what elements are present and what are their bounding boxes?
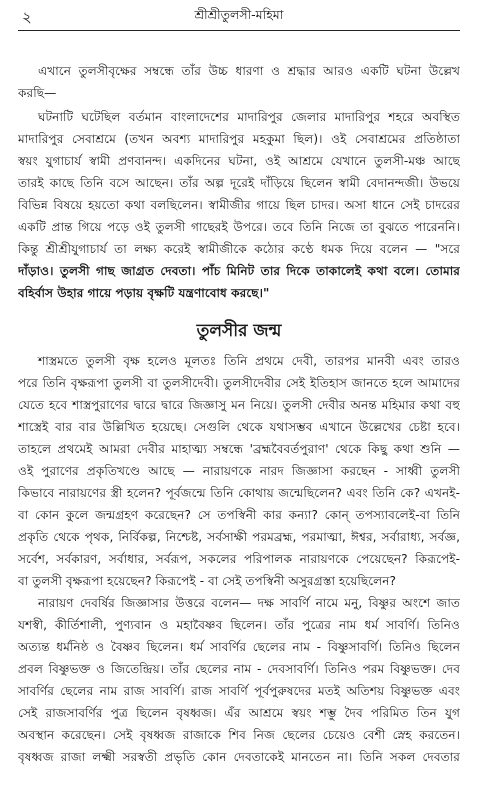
birth-paragraph-2 [18, 592, 460, 768]
header-rule [18, 30, 460, 31]
text-line: বা কোন কুলে জন্মগ্রহণ করেছেন? সে তপস্বিনী কার কন্যা? কোন্ তপস্যাবলেই-বা তিনি [18, 508, 460, 522]
text-line: অত্যন্ত ধর্মনিষ্ঠ ও বৈষ্ণব ছিলেন। ধর্ম সাবর্ণির ছেলের নাম - বিষ্ণুসাবর্ণি। তিনিও ছিলেন [18, 640, 460, 654]
text-line: মাদারিপুর সেবাশ্রমে (তখন অবশ্য মাদারিপুর মহকুমা ছিল)। ওই সেবাশ্রমের প্রতিষ্ঠাতা [18, 132, 460, 146]
text-line: ওই পুরাণের প্রকৃতিখণ্ডে আছে — নারায়ণকে নারদ জিজ্ঞাসা করছেন - সাধ্বী তুলসী [18, 464, 460, 478]
text-line: শাস্ত্রমতে তুলসী বৃক্ষ হলেও মূলতঃ তিনি প্রথমে দেবী, তারপর মানবী এবং তারও [38, 354, 460, 368]
text-line: একটি প্রান্ত গিয়ে পড়ে ওই তুলসী গাছেরই উপরে। তবে তিনি নিজে তা বুঝতে পারেননি। [18, 220, 460, 234]
text-line: বা তুলসী বৃক্ষরূপা হয়েছেন? কিরূপেই - বা সেই তপস্বিনী অসুরগ্রস্তা হয়েছিলেন? [18, 574, 397, 588]
text-line: প্রকৃতি থেকে পৃথক, নির্বিকল্প, নিশ্চেষ্ট, সর্বসাক্ষী পরমব্রহ্ম, পরমাত্মা, ঈশ্বর, সর্বারাধ্য, সর্বজ্ঞ, [18, 530, 460, 544]
intro-paragraph [18, 60, 460, 104]
text-line: বৃষধ্বজ রাজা লক্ষ্মী সরস্বতী প্রভৃতি কোন দেবতাকেই মানতেন না। তিনি সকল দেবতার [18, 750, 460, 764]
page-header [18, 6, 460, 28]
section-heading: তুলসীর জন্ম [196, 321, 282, 341]
birth-paragraph-1 [18, 350, 460, 592]
text-line: কিন্তু শ্রীশ্রীযুগাচার্য তা লক্ষ্য করেই স্বামীজীকে কঠোর কণ্ঠে ধমক দিয়ে বলেন — "সরে [18, 242, 460, 256]
running-title: শ্রীশ্রীতুলসী-মহিমা [194, 7, 284, 22]
text-line: তাহলে প্রথমেই আমরা দেবীর মাহাত্ম্য সম্বন্ধে 'ব্রহ্মবৈবর্তপুরাণ' থেকে কিছু কথা শুনি — [18, 442, 460, 456]
text-line: সেই রাজসাবর্ণির পুত্র ছিলেন বৃষধ্বজ। এঁর আশ্রমে স্বয়ং শম্ভু দৈব পরিমিত তিন যুগ [18, 706, 460, 720]
text-line: সর্বেশ, সর্বকারণ, সর্বাধার, সর্বরূপ, সকলের পরিপালক নারায়ণকে পেয়েছেন? কিরূপেই- [18, 552, 460, 566]
text-line: বিভিন্ন বিষয়ে হয়তো কথা বলছিলেন। স্বামীজীর গায়ে ছিল চাদর। অসা ধানে সেই চাদরের [18, 198, 460, 212]
text-line: শাস্ত্রেই বার বার উল্লিখিত হয়েছে। সেগুলি থেকে যথাসম্ভব এখানে উল্লেখের চেষ্টা হবে। [18, 420, 460, 434]
text-line: স্বয়ং যুগাচার্য স্বামী প্রণবানন্দ। একদিনের ঘটনা, ওই আশ্রমে যেখানে তুলসী-মঞ্চ আছে [18, 154, 460, 168]
page-number: ২ [22, 8, 32, 26]
text-line: অবস্থান করেছেন। সেই বৃষধ্বজ রাজাকে শিব নিজ ছেলের চেয়েও বেশী স্নেহ করতেন। [18, 728, 460, 742]
text-line: নারায়ণ দেবর্ষির জিজ্ঞাসার উত্তরে বলেন— দক্ষ সাবর্ণি নামে মনু, বিষ্ণুর অংশে জাত [38, 596, 460, 610]
text-line-quote: বহির্বাস উহার গায়ে পড়ায় বৃক্ষটি যন্ত্রণাবোধ করছে।" [18, 286, 270, 300]
text-line: প্রবল বিষ্ণুভক্ত ও জিতেন্দ্রিয়। তাঁর ছেলের নাম - দেবসাবর্ণি। তিনিও পরম বিষ্ণুভক্ত। দেব [18, 662, 460, 676]
text-line-quote: দাঁড়াও। তুলসী গাছ জাগ্রত দেবতা। পাঁচ মিনিট তার দিকে তাকালেই কথা বলে। তোমার [18, 264, 460, 278]
text-line: সাবর্ণির ছেলের নাম রাজ সাবর্ণি। রাজ সাবর্ণি পূর্বপুরুষদের মতই অতিশয় বিষ্ণুভক্ত এবং [18, 684, 460, 698]
text-line: ঘটনাটি ঘটেছিল বর্তমান বাংলাদেশের মাদারিপুর জেলার মাদারিপুর শহরে অবস্থিত [38, 110, 460, 124]
text-line: করছি— [18, 86, 57, 100]
text-line: যেতে হবে শাস্ত্রপুরাণের দ্বারে দ্বারে জিজ্ঞাসু মন নিয়ে। তুলসী দেবীর অনন্ত মহিমার কথা বহু [18, 398, 460, 412]
text-line: যশস্বী, কীর্তিশালী, পুণ্যবান ও মহাবৈষ্ণব ছিলেন। তাঁর পুত্রের নাম ধর্ম সাবর্ণি। তিনিও [18, 618, 460, 632]
text-line: এখানে তুলসীবৃক্ষের সম্বন্ধে তাঁর উচ্চ ধারণা ও শ্রদ্ধার আরও একটি ঘটনা উল্লেখ [38, 64, 460, 78]
text-line: পরে তিনি বৃক্ষরূপা তুলসী বা তুলসীদেবী। তুলসীদেবীর সেই ইতিহাস জানতে হলে আমাদের [18, 376, 460, 390]
story-paragraph [18, 106, 460, 304]
text-line: কিভাবে নারায়ণের স্ত্রী হলেন? পূর্বজন্মে তিনি কোথায় জন্মেছিলেন? এবং তিনি কে? এখনই- [18, 486, 460, 500]
text-line: তারই কাছে তিনি বসে আছেন। তাঁর অল্প দূরেই দাঁড়িয়ে ছিলেন স্বামী বেদানন্দজী। উভয়ে [18, 176, 460, 190]
